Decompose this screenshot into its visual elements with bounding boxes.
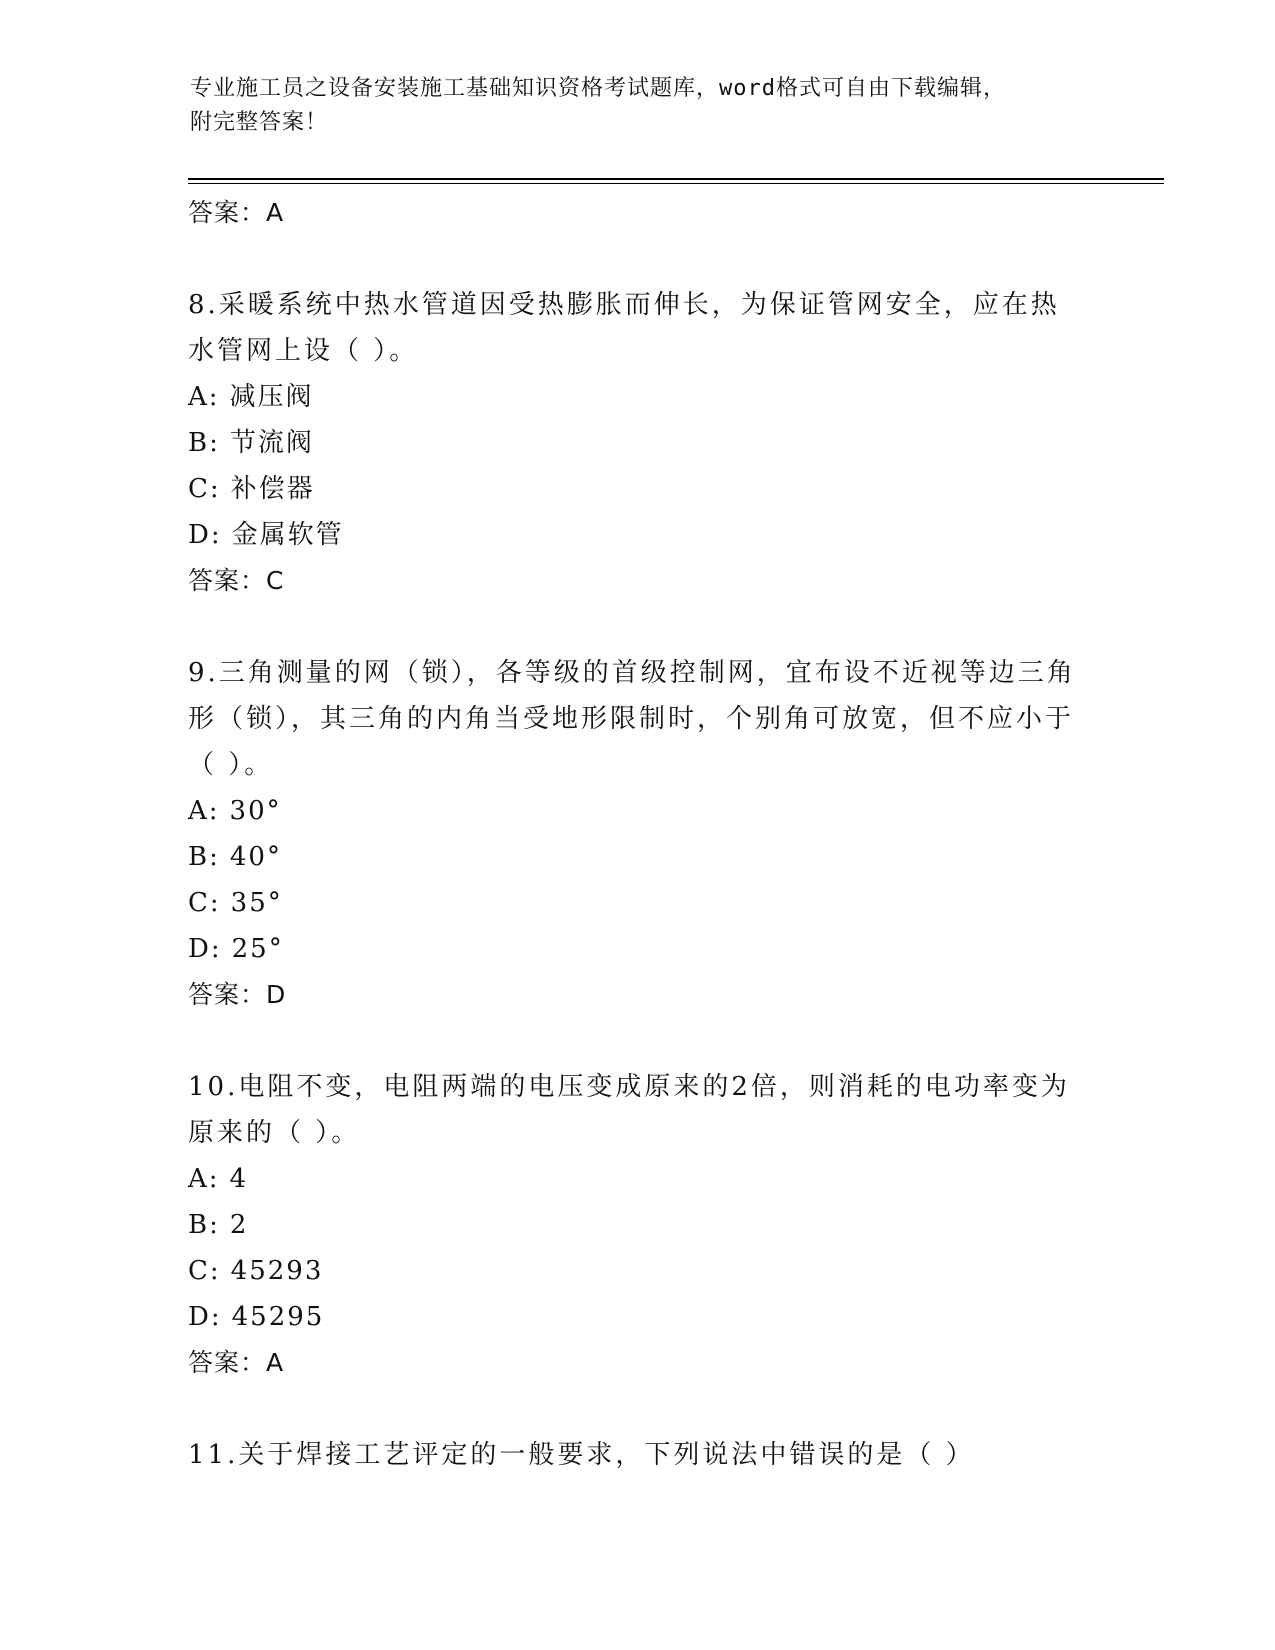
option-text: 金属软管 <box>231 520 344 550</box>
header-divider-thin <box>188 183 1164 184</box>
answer-line: 答案：A <box>188 198 285 227</box>
answer-line: 答案：A <box>188 1348 285 1377</box>
option-d <box>188 512 1088 558</box>
option-text: 25° <box>231 934 284 964</box>
option-label: A: <box>188 796 220 826</box>
option-a <box>188 788 1088 834</box>
option-d <box>188 1294 1088 1340</box>
answer-line: 答案：C <box>188 566 285 595</box>
answer-line: 答案：D <box>188 980 287 1009</box>
option-label: C: <box>188 888 221 918</box>
option-c <box>188 466 1088 512</box>
question-stem: 11.关于焊接工艺评定的一般要求，下列说法中错误的是（ ） <box>188 1440 975 1470</box>
option-text: 40° <box>229 842 282 872</box>
header-divider <box>188 178 1164 180</box>
option-label: B: <box>188 842 220 872</box>
option-text: 45293 <box>230 1256 324 1286</box>
option-label: D: <box>188 934 222 964</box>
option-b <box>188 420 1088 466</box>
option-label: B: <box>188 1210 220 1240</box>
option-text: 2 <box>229 1210 249 1240</box>
option-label: D: <box>188 520 222 550</box>
option-text: 4 <box>229 1164 249 1194</box>
question-stem: 9.三角测量的网（锁），各等级的首级控制网，宜布设不近视等边三角形（锁），其三角的内角当受地形限制时，个别角可放宽，但不应小于（ ）。 <box>188 658 1076 780</box>
option-label: A: <box>188 382 220 412</box>
option-a <box>188 1156 1088 1202</box>
option-c <box>188 1248 1088 1294</box>
option-label: C: <box>188 474 221 504</box>
option-text: 35° <box>230 888 283 918</box>
option-a <box>188 374 1088 420</box>
question-stem: 10.电阻不变，电阻两端的电压变成原来的2倍，则消耗的电功率变为原来的（ ）。 <box>188 1072 1070 1148</box>
header-line-1: 专业施工员之设备安装施工基础知识资格考试题库，word格式可自由下载编辑， <box>190 76 1006 101</box>
option-label: D: <box>188 1302 222 1332</box>
option-label: B: <box>188 428 220 458</box>
option-label: A: <box>188 1164 220 1194</box>
option-d <box>188 926 1088 972</box>
question-list <box>188 190 1088 1478</box>
option-label: C: <box>188 1256 221 1286</box>
option-text: 45295 <box>231 1302 325 1332</box>
option-text: 补偿器 <box>230 474 315 504</box>
header-line-2: 附完整答案！ <box>190 110 329 135</box>
option-text: 30° <box>229 796 282 826</box>
option-b <box>188 1202 1088 1248</box>
option-text: 节流阀 <box>229 428 314 458</box>
question-stem: 8.采暖系统中热水管道因受热膨胀而伸长，为保证管网安全，应在热水管网上设（ ）。 <box>188 290 1060 366</box>
option-text: 减压阀 <box>229 382 314 412</box>
option-b <box>188 834 1088 880</box>
option-c <box>188 880 1088 926</box>
document-header <box>190 72 1090 140</box>
